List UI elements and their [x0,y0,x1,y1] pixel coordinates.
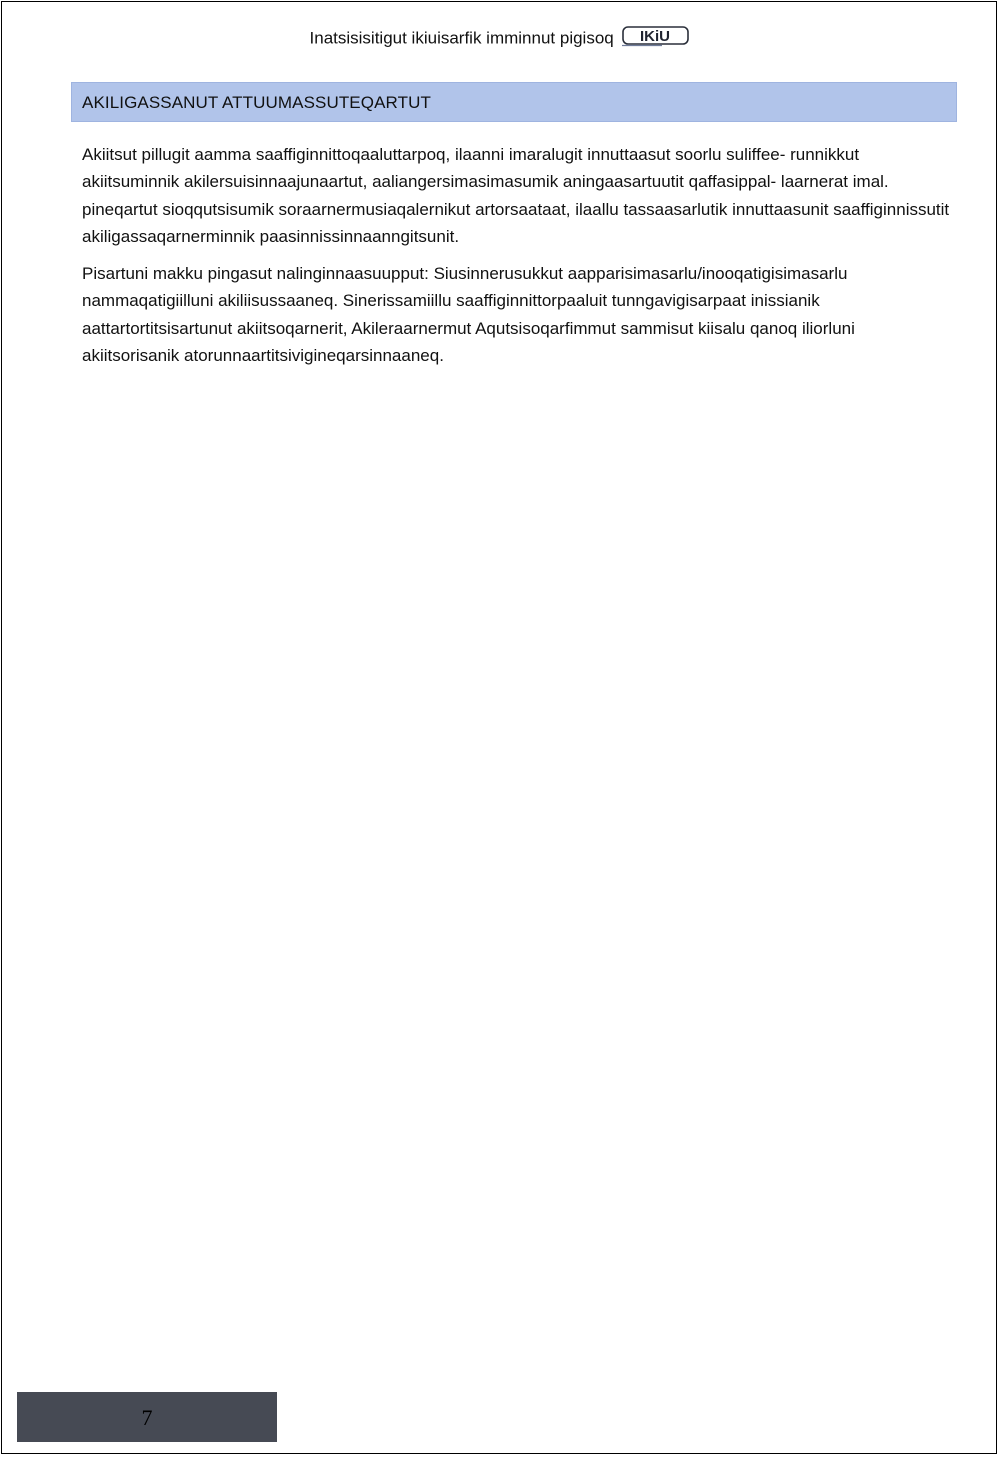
ikiu-logo-icon [622,25,690,47]
logo-text: IKiU [640,27,671,45]
paragraph-2: Pisartuni makku pingasut nalinginnaasuupput: Siusinnerusukkut aapparisimasarlu/inooqatigisimasarlu nammaqatigiilluni akiliisussaaneq. Sinerissamiillu saaffiginnittorpaaluit tunngavigisarpaat inissianik aattartortitsisartunut akiitsoqarnerit, Akileraarnermut Aqutsisoqarfimmut sammisut kiisalu qanoq iliorluni akiitsorisanik atorunnaartitsivigineqarsinnaaneq. [82,264,855,366]
body-text [82,141,952,379]
header-title: Inatsisisitigut ikiuisarfik imminnut pigisoq [309,28,614,48]
page-number-box [17,1392,277,1442]
section-title: AKILIGASSANUT ATTUUMASSUTEQARTUT [82,93,431,112]
section-heading-bar [71,82,957,122]
paragraph-1: Akiitsut pillugit aamma saaffiginnittoqaaluttarpoq, ilaanni imaralugit innuttaasut soorlu suliffee- runnikkut akiitsuminnik akilersuisinnaajunaartut, aaliangersimasimasumik aningaasartuutit qaffasippal- laarnerat imal. pineqartut sioqqutsisumik soraarnermusiaqalernikut artorsaataat, ilaallu tassaasarlutik innuttaasunit saaffiginnissutit akiligassaqarnerminnik paasinnissinnaanngitsunit. [82,145,950,246]
page-header [0,26,1000,51]
page-number: 7 [141,1405,153,1430]
